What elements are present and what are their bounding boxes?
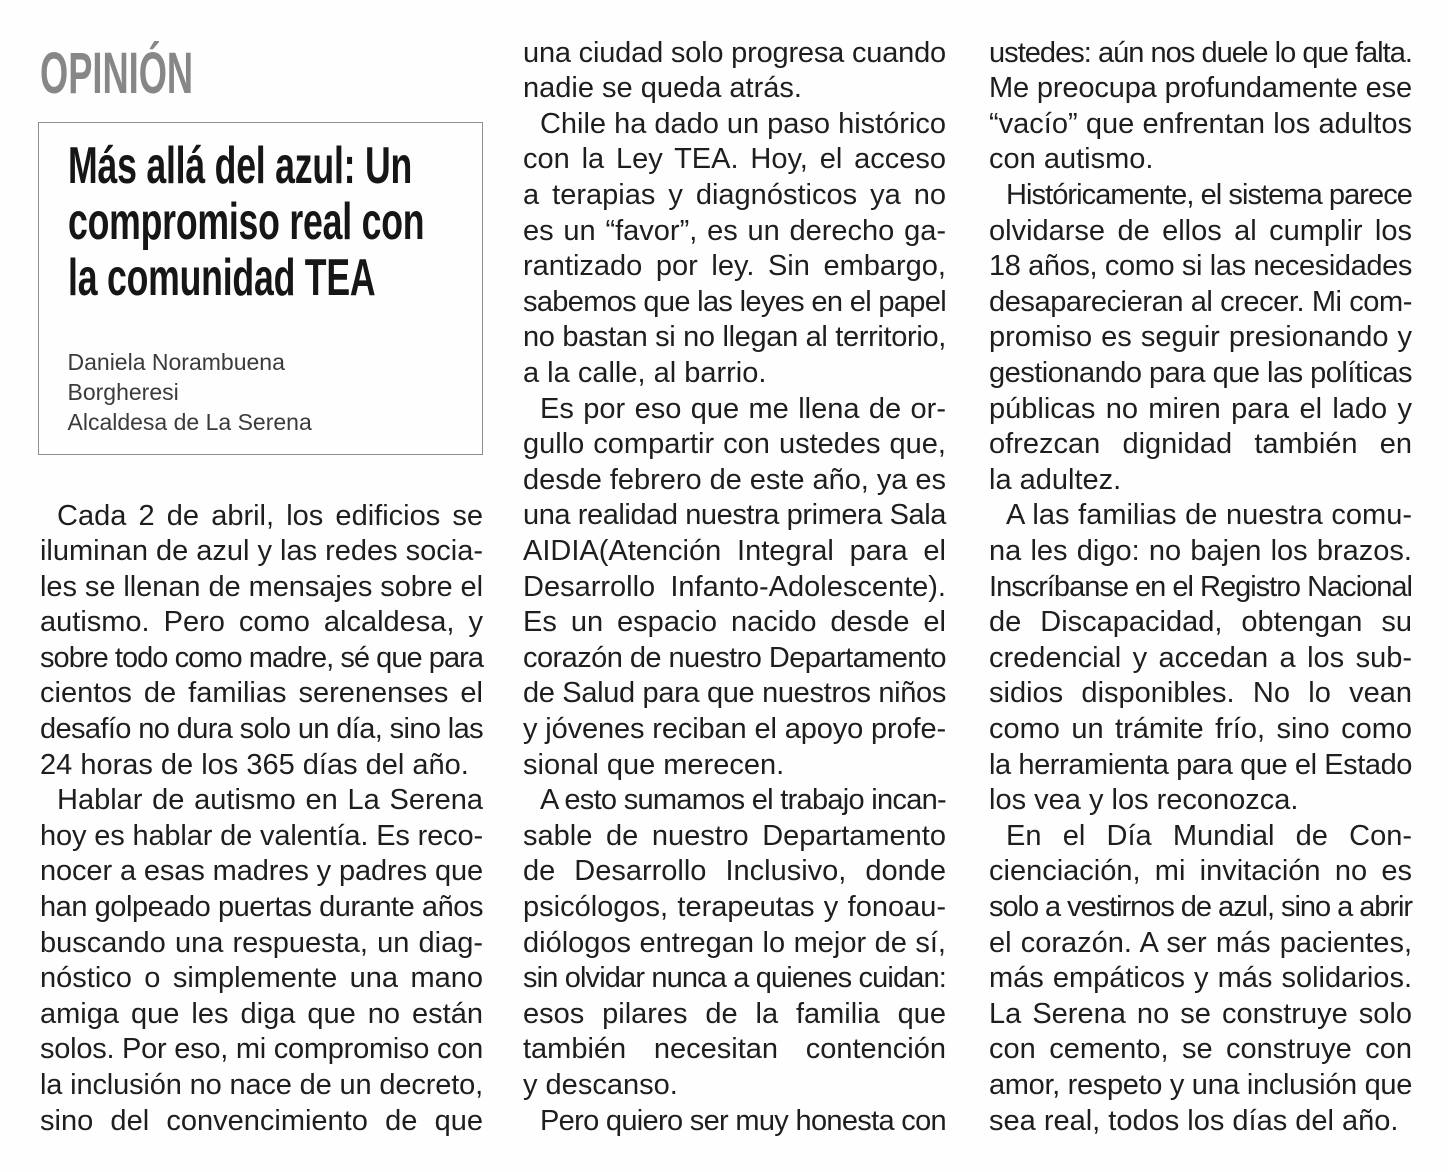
body-line-text: cientos de familias serenenses el	[40, 677, 483, 710]
body-line-text: credencial y accedan a los sub-	[989, 641, 1412, 674]
body-line-text: Es por eso que me llena de or-	[540, 392, 946, 425]
body-line-text: Hablar de autismo en La Serena	[57, 784, 483, 817]
body-line-text: A esto sumamos el trabajo incan-	[540, 784, 946, 817]
body-line-text: no bastan si no llegan al territorio,	[523, 321, 946, 354]
body-line	[40, 641, 483, 677]
body-line	[523, 427, 946, 463]
byline	[68, 347, 312, 437]
body-line	[40, 819, 483, 855]
body-line	[40, 676, 483, 712]
body-line-text: En el Día Mundial de Con-	[1006, 819, 1412, 852]
body-line	[523, 178, 946, 214]
body-line-text: de Salud para que nuestros niños	[523, 677, 946, 710]
body-line	[40, 605, 483, 641]
paragraph	[989, 498, 1412, 818]
body-line-text: sino del convencimiento de que	[40, 1104, 483, 1137]
paragraph	[40, 783, 483, 1139]
body-line	[989, 676, 1412, 712]
paragraph	[989, 36, 1412, 178]
headline-line: la comunidad TEA	[67, 248, 375, 307]
body-line-text: los vea y los reconozca.	[989, 784, 1299, 817]
body-line-text: sabemos que las leyes en el papel	[523, 285, 946, 318]
body-line	[989, 570, 1412, 606]
body-line-text: olvidarse de ellos al cumplir los	[989, 214, 1412, 247]
body-line	[523, 356, 946, 392]
body-line-text: Pero quiero ser muy honesta con	[540, 1104, 946, 1137]
body-line	[523, 819, 946, 855]
body-line	[989, 1032, 1412, 1068]
body-line-text: con cemento, se construye con	[989, 1033, 1412, 1066]
body-line	[523, 926, 946, 962]
body-line-text: solos. Por eso, mi compromiso con	[40, 1033, 483, 1066]
body-line-text: desde febrero de este año, ya es	[523, 463, 946, 496]
byline-role: Alcaldesa de La Serena	[67, 408, 312, 435]
body-line-text: Chile ha dado un paso histórico	[540, 107, 946, 140]
body-line	[40, 997, 483, 1033]
body-line-text: buscando una respuesta, un diag-	[40, 926, 483, 959]
body-line	[523, 36, 946, 72]
body-line	[40, 783, 483, 819]
body-line	[989, 997, 1412, 1033]
body-line-text: sional que merecen.	[523, 748, 785, 781]
body-line-text: nóstico o simplemente una mano	[40, 962, 483, 995]
body-line-text: sea real, todos los días del año.	[989, 1104, 1399, 1137]
body-line-text: también necesitan contención	[523, 1033, 946, 1066]
body-line	[40, 961, 483, 997]
body-line-text: rantizado por ley. Sin embargo,	[523, 250, 946, 283]
body-line	[989, 427, 1412, 463]
body-line-text: solo a vestirnos de azul, sino a abrir	[989, 890, 1412, 923]
body-line	[523, 748, 946, 784]
body-line	[523, 1032, 946, 1068]
body-line-text: diólogos entregan lo mejor de sí,	[523, 926, 946, 959]
body-line	[989, 1068, 1412, 1104]
body-line	[523, 712, 946, 748]
body-line	[989, 107, 1412, 143]
body-line	[523, 249, 946, 285]
body-line-text: la inclusión no nace de un decreto,	[40, 1069, 483, 1101]
body-line	[523, 570, 946, 606]
body-line-text: sidios disponibles. No lo vean	[989, 677, 1412, 710]
body-line-text: 18 años, como si las necesidades	[989, 250, 1412, 283]
body-line-text: gestionando para que las políticas	[989, 357, 1412, 390]
body-line	[989, 249, 1412, 285]
body-line-text: amiga que les diga que no están	[40, 997, 483, 1030]
body-line	[40, 499, 483, 535]
body-line	[523, 997, 946, 1033]
body-line-text: A las familias de nuestra comu-	[1006, 499, 1412, 532]
body-line	[40, 534, 483, 570]
body-line	[40, 1032, 483, 1068]
body-line	[989, 748, 1412, 784]
body-line-text: y descanso.	[523, 1068, 678, 1101]
body-line-text: corazón de nuestro Departamento	[523, 641, 946, 674]
body-line	[523, 214, 946, 250]
body-line	[989, 463, 1412, 499]
body-line-text: desaparecieran al crecer. Mi com-	[989, 285, 1412, 318]
body-line	[523, 641, 946, 677]
body-line-text: con autismo.	[989, 143, 1154, 176]
body-line-text: “vacío” que enfrentan los adultos	[989, 107, 1412, 140]
body-line-text: Cada 2 de abril, los edificios se	[57, 499, 483, 532]
body-line	[989, 214, 1412, 250]
body-line-text: AIDIA(Atención Integral para el	[523, 535, 946, 567]
body-line	[40, 1104, 483, 1140]
body-line-text: una ciudad solo progresa cuando	[523, 36, 946, 69]
body-line	[989, 142, 1412, 178]
body-line	[989, 605, 1412, 641]
body-line	[40, 1068, 483, 1104]
body-line	[989, 71, 1412, 107]
paragraph	[989, 819, 1412, 1139]
body-line	[523, 676, 946, 712]
body-line-text: Me preocupa profundamente ese	[989, 72, 1412, 105]
body-line-text: con la Ley TEA. Hoy, el acceso	[523, 143, 946, 176]
headline	[68, 138, 484, 306]
column-3	[989, 36, 1412, 1139]
headline-box	[38, 122, 483, 455]
body-line	[989, 1104, 1412, 1140]
body-line-text: ofrezcan dignidad también en	[989, 428, 1412, 461]
body-line-text: les se llenan de mensajes sobre el	[40, 570, 483, 603]
body-line-text: la herramienta para que el Estado	[989, 748, 1412, 781]
body-line-text: Es un espacio nacido desde el	[523, 606, 946, 639]
body-line-text: esos pilares de la familia que	[523, 997, 946, 1030]
paragraph	[40, 499, 483, 784]
body-line	[989, 498, 1412, 534]
body-line-text: na les digo: no bajen los brazos.	[989, 535, 1412, 567]
body-line-text: desafío no dura solo un día, sino las	[40, 713, 483, 746]
body-line-text: a terapias y diagnósticos ya no	[523, 179, 946, 212]
body-line-text: cienciación, mi invitación no es	[989, 855, 1412, 888]
body-line	[40, 570, 483, 606]
body-line	[523, 854, 946, 890]
body-line	[523, 1068, 946, 1104]
body-line-text: autismo. Pero como alcaldesa, y	[40, 606, 483, 639]
body-line-text: como un trámite frío, sino como	[989, 712, 1412, 745]
body-line	[989, 534, 1412, 570]
body-line	[523, 1104, 946, 1140]
body-line	[523, 534, 946, 570]
body-line	[523, 285, 946, 321]
body-line-text: Históricamente, el sistema parece	[1006, 179, 1412, 212]
paragraph	[523, 107, 946, 392]
body-line	[989, 178, 1412, 214]
body-line-text: sobre todo como madre, sé que para	[40, 641, 483, 674]
body-line	[989, 819, 1412, 855]
body-line	[523, 142, 946, 178]
body-line-text: de Desarrollo Inclusivo, donde	[523, 855, 946, 888]
body-line-text: psicólogos, terapeutas y fonoau-	[523, 890, 946, 923]
paragraph	[523, 1104, 946, 1140]
body-line-text: iluminan de azul y las redes socia-	[40, 535, 483, 568]
body-line	[989, 356, 1412, 392]
paragraph	[989, 178, 1412, 498]
body-line-text: amor, respeto y una inclusión que	[989, 1068, 1412, 1101]
body-line	[523, 107, 946, 143]
body-line	[523, 605, 946, 641]
column-2	[523, 36, 946, 1139]
body-line-text: hoy es hablar de valentía. Es reco-	[40, 819, 484, 852]
body-line-text: el corazón. A ser más pacientes,	[989, 926, 1412, 959]
body-line	[989, 641, 1412, 677]
body-line	[523, 71, 946, 107]
body-line	[523, 463, 946, 499]
paragraph	[523, 783, 946, 1103]
body-line-text: Inscríbanse en el Registro Nacional	[989, 570, 1412, 603]
body-line	[40, 890, 483, 926]
byline-author-line: Daniela Norambuena	[67, 348, 285, 375]
body-line-text: de Discapacidad, obtengan su	[989, 606, 1412, 639]
body-line-text: nocer a esas madres y padres que	[40, 855, 483, 888]
body-line	[523, 320, 946, 356]
paragraph	[523, 36, 946, 107]
column-1	[40, 499, 483, 1140]
body-line	[40, 854, 483, 890]
body-line	[40, 712, 483, 748]
body-line-text: La Serena no se construye solo	[989, 997, 1412, 1030]
body-line-text: Desarrollo Infanto-Adolescente).	[523, 570, 946, 603]
byline-author-line: Borgheresi	[67, 378, 179, 405]
body-line	[523, 498, 946, 534]
body-line	[523, 961, 946, 997]
body-line	[523, 890, 946, 926]
section-label: OPINIÓN	[40, 41, 194, 106]
body-line	[40, 926, 483, 962]
body-line-text: sable de nuestro Departamento	[523, 819, 946, 852]
body-line-text: más empáticos y más solidarios.	[989, 962, 1412, 995]
body-line	[40, 748, 483, 784]
body-line	[989, 320, 1412, 356]
body-line	[989, 890, 1412, 926]
body-line-text: una realidad nuestra primera Sala	[523, 499, 946, 532]
body-line-text: promiso es seguir presionando y	[989, 321, 1412, 354]
body-line	[989, 926, 1412, 962]
body-line-text: la adultez.	[989, 463, 1122, 496]
body-line-text: es un “favor”, es un derecho ga-	[523, 214, 946, 247]
headline-line: compromiso real con	[67, 192, 424, 251]
body-line-text: ustedes: aún nos duele lo que falta.	[989, 36, 1412, 69]
body-line	[523, 783, 946, 819]
headline-line: Más allá del azul: Un	[67, 136, 412, 195]
body-line	[989, 285, 1412, 321]
body-line	[523, 392, 946, 428]
body-line-text: y jóvenes reciban el apoyo profe-	[523, 712, 946, 745]
body-line	[989, 961, 1412, 997]
body-line-text: a la calle, al barrio.	[523, 357, 767, 390]
body-line	[989, 854, 1412, 890]
body-line-text: sin olvidar nunca a quienes cuidan:	[523, 962, 946, 995]
paragraph	[523, 392, 946, 784]
body-line	[989, 36, 1412, 72]
body-line-text: gullo compartir con ustedes que,	[523, 428, 946, 461]
body-line	[989, 392, 1412, 428]
body-line	[989, 712, 1412, 748]
body-line-text: 24 horas de los 365 días del año.	[40, 748, 469, 781]
body-line-text: nadie se queda atrás.	[523, 72, 802, 105]
body-line-text: han golpeado puertas durante años	[40, 891, 483, 924]
body-line	[989, 783, 1412, 819]
body-line-text: públicas no miren para el lado y	[989, 392, 1412, 425]
